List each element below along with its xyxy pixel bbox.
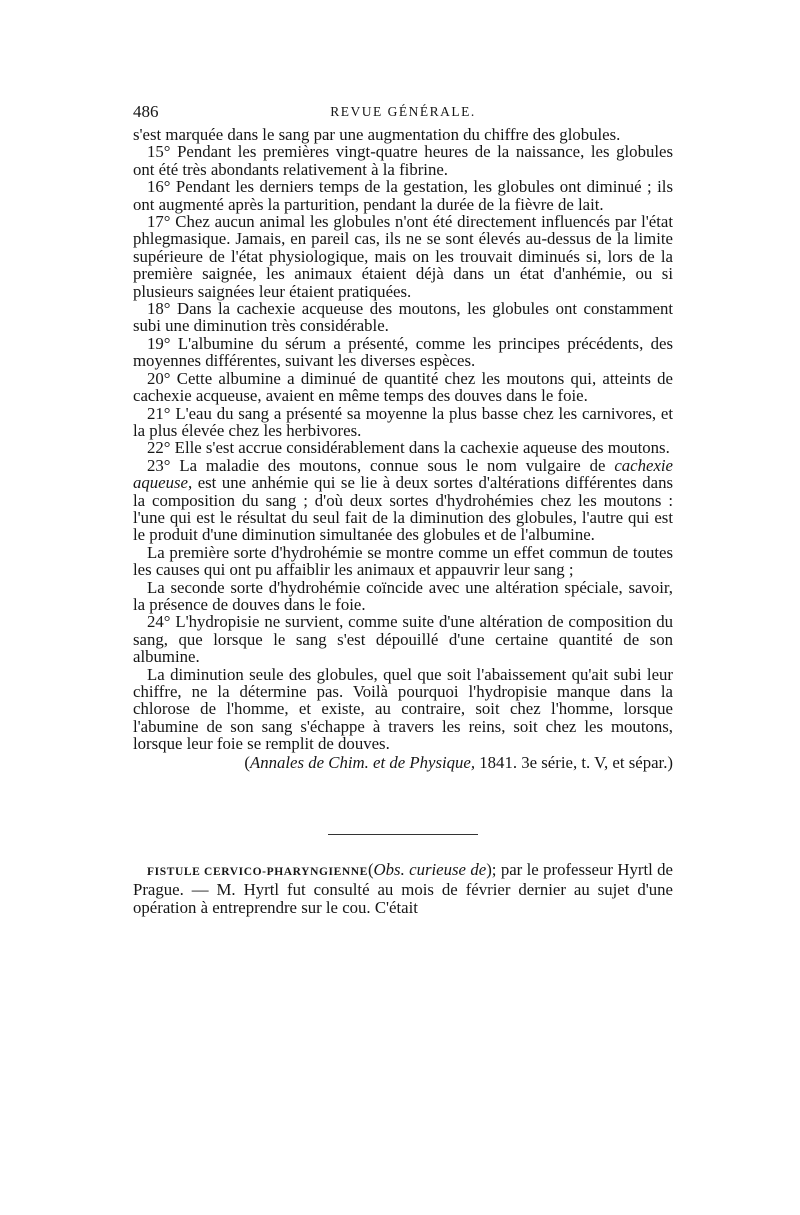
paragraph-23-start: 23° La maladie des moutons, connue sous le nom vulgaire de — [147, 455, 615, 475]
page-number: 486 — [133, 102, 159, 121]
citation-journal: Annales de Chim. et de Physique, — [249, 752, 476, 772]
paragraph-21: 21° L'eau du sang a présenté sa moyenne la plus basse chez les carnivores, et la plus élevée chez les herbivores. — [133, 403, 673, 440]
fistule-text: ; par le professeur Hyrtl de Prague. — M. Hyrtl fut consulté au mois de février dernier au sujet d'une opération à entreprendre sur le cou. C'était — [133, 860, 673, 917]
fistule-obs-open: ( — [367, 860, 374, 880]
paragraph-23-end: , est une anhémie qui se lie à deux sortes d'altérations différentes dans la composition du sang ; d'où deux sortes d'hydrohémies chez les moutons : l'une qui est le résultat du seul fait de la diminution des globules, l'autre qui est le produit d'une diminution simultanée des globules et de l'albumine. — [133, 473, 673, 545]
paragraph-22: 22° Elle s'est accrue considérablement dans la cachexie aqueuse des moutons. — [147, 438, 670, 458]
paragraph-19: 19° L'albumine du sérum a présenté, comme les principes précédents, des moyennes différentes, suivant les diverses espèces. — [133, 333, 673, 371]
paragraph-globules: La diminution seule des globules, quel que soit l'abaissement qu'ait subi leur chiffre, ne la détermine pas. Voilà pourquoi l'hydropisie manque dans la chlorose de l'homme, et existe, au contraire, soit chez l'homme, lorsque l'abumine de son sang s'échappe à travers les reins, soit chez les moutons, lorsque leur foie se remplit de douves. — [133, 664, 673, 754]
citation-details: 1841. 3e série, t. V, et sépar.) — [475, 752, 673, 772]
paragraph-first-sort: La première sorte d'hydrohémie se montre comme un effet commun de toutes les causes qui ont pu affaiblir les animaux et appauvrir leur sang ; — [133, 542, 673, 580]
fistule-obs-close: ) — [486, 860, 492, 880]
fistule-obs-italic: Obs. curieuse de — [373, 860, 487, 880]
paragraph-15: 15° Pendant les premières vingt-quatre heures de la naissance, les globules ont été très abondants relativement à la fibrine. — [133, 142, 673, 179]
paragraph-second-sort: La seconde sorte d'hydrohémie coïncide avec une altération spéciale, savoir, la présence de douves dans le foie. — [133, 577, 673, 614]
section-heading-fistule: FISTULE CERVICO-PHARYNGIENNE — [147, 866, 368, 879]
paragraph-16: 16° Pendant les derniers temps de la gestation, les globules ont diminué ; ils ont augmenté après la parturition, pendant la durée de la fièvre de lait. — [133, 177, 673, 214]
citation-open-paren: ( — [244, 752, 250, 772]
running-header — [133, 98, 673, 126]
paragraph-17: 17° Chez aucun animal les globules n'ont été directement influencés par l'état phlegmasique. Jamais, en pareil cas, ils ne se sont élevés au-dessus de la limite supérieure de l'état physiologique, mais on les trouvait diminués si, lors de la première saignée, les animaux étaient déjà dans un état d'anhémie, ou si plusieurs saignées leur étaient pratiquées. — [133, 212, 673, 301]
paragraph-fistule — [133, 861, 673, 916]
section-divider — [328, 834, 478, 835]
running-title: REVUE GÉNÉRALE. — [330, 104, 476, 119]
paragraph-20: 20° Cette albumine a diminué de quantité chez les moutons qui, atteints de cachexie acqueuse, avaient en même temps des douves dans le foie. — [133, 368, 673, 406]
document-page — [133, 98, 673, 916]
paragraph-23 — [133, 457, 673, 544]
paragraph-24: 24° L'hydropisie ne survient, comme suite d'une altération de composition du sang, que lorsque le sang s'est dépouillé d'une certaine quantité de son albumine. — [133, 612, 673, 667]
citation — [133, 754, 673, 771]
body-text — [133, 126, 673, 916]
paragraph-18: 18° Dans la cachexie acqueuse des moutons, les globules ont constamment subi une diminution très considérable. — [133, 299, 673, 336]
paragraph-23-italic-term: cachexie aqueuse — [133, 455, 673, 493]
paragraph-continuation: s'est marquée dans le sang par une augmentation du chiffre des globules. — [133, 125, 621, 144]
